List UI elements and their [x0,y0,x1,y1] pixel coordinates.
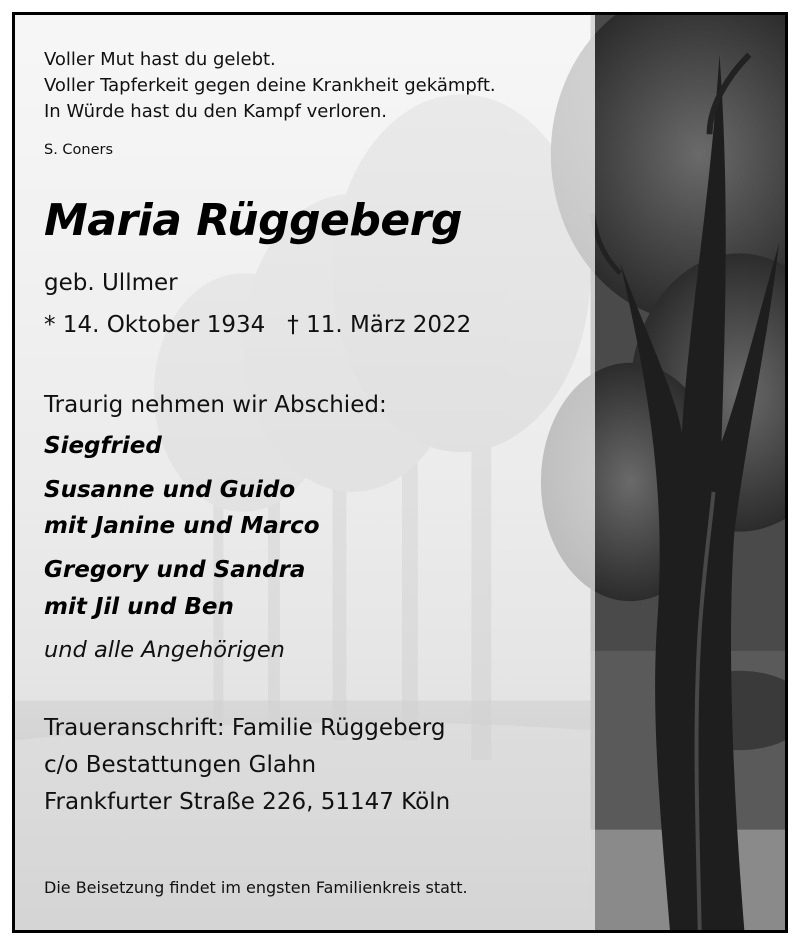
notice-text [15,15,595,930]
death-date: † 11. März 2022 [287,312,472,338]
burial-note: Die Beisetzung findet im engsten Familienkreis statt. [44,878,468,897]
mourner-name: Siegfried [44,433,162,459]
address-line-2: c/o Bestattungen Glahn [44,752,317,778]
obituary-notice [12,12,788,933]
deceased-name: Maria Rüggeberg [44,195,462,246]
mourner-name: Gregory und Sandra [44,557,306,583]
farewell-intro: Traurig nehmen wir Abschied: [44,392,387,418]
maiden-name: geb. Ullmer [44,270,178,296]
address-line-3: Frankfurter Straße 226, 51147 Köln [44,789,451,815]
mourner-name: mit Janine und Marco [44,513,320,539]
birth-date: * 14. Oktober 1934 [44,312,266,338]
poem-author: S. Coners [44,142,114,158]
other-relatives: und alle Angehörigen [44,637,285,663]
poem-line-2: Voller Tapferkeit gegen deine Krankheit gekämpft. [44,75,496,96]
life-dates [44,312,471,338]
mourner-name: mit Jil und Ben [44,594,234,620]
poem-line-3: In Würde hast du den Kampf verloren. [44,101,387,122]
poem-line-1: Voller Mut hast du gelebt. [44,49,276,70]
address-line-1: Traueranschrift: Familie Rüggeberg [44,715,446,741]
mourner-name: Susanne und Guido [44,477,296,503]
